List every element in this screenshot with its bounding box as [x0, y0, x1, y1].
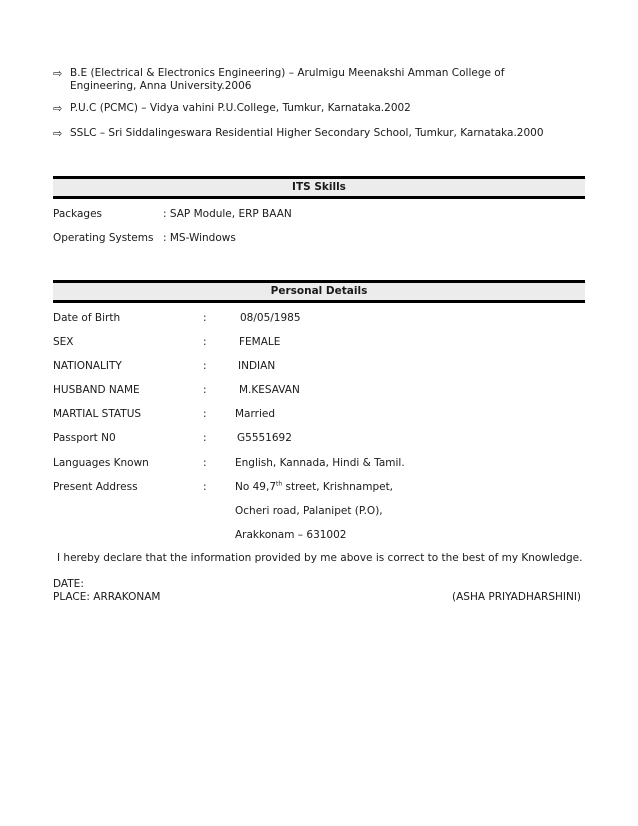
arrow-right-icon: ⇨ [53, 67, 63, 80]
address-line-2: Ocheri road, Palanipet (P.O), [235, 505, 383, 517]
address-line-3: Arakkonam – 631002 [235, 529, 347, 541]
personal-label: Languages Known [53, 457, 149, 469]
personal-value: M.KESAVAN [239, 384, 300, 396]
personal-label: SEX [53, 336, 74, 348]
colon: : [203, 481, 207, 493]
personal-label: Passport N0 [53, 432, 116, 444]
personal-value: English, Kannada, Hindi & Tamil. [235, 457, 405, 469]
skills-label: Operating Systems [53, 232, 154, 244]
colon: : [203, 312, 207, 324]
address-label: Present Address [53, 481, 138, 493]
colon: : [203, 408, 207, 420]
education-text: B.E (Electrical & Electronics Engineering) – Arulmigu Meenakshi Amman College of Engineering, Anna University.2006 [70, 67, 505, 92]
place-label: PLACE: ARRAKONAM [53, 591, 161, 603]
date-label: DATE: [53, 578, 84, 590]
personal-value: G5551692 [237, 432, 292, 444]
personal-label: NATIONALITY [53, 360, 122, 372]
personal-value: 08/05/1985 [240, 312, 301, 324]
section-title: ITS Skills [292, 181, 346, 193]
personal-value: Married [235, 408, 275, 420]
education-item [53, 127, 573, 140]
education-text: SSLC – Sri Siddalingeswara Residential Higher Secondary School, Tumkur, Karnataka.2000 [70, 127, 544, 139]
arrow-right-icon: ⇨ [53, 127, 63, 140]
colon: : [203, 360, 207, 372]
personal-value: FEMALE [239, 336, 281, 348]
education-text: P.U.C (PCMC) – Vidya vahini P.U.College, Tumkur, Karnataka.2002 [70, 102, 411, 114]
colon: : [203, 457, 207, 469]
signature-name: (ASHA PRIYADHARSHINI) [452, 591, 582, 603]
address-line-1: No 49,7th street, Krishnampet, [235, 480, 394, 493]
personal-label: HUSBAND NAME [53, 384, 140, 396]
skills-value: : SAP Module, ERP BAAN [163, 208, 292, 220]
personal-label: Date of Birth [53, 312, 121, 324]
skills-value: : MS-Windows [163, 232, 236, 244]
declaration: I hereby declare that the information provided by me above is correct to the best of my Knowledge. [57, 552, 583, 564]
personal-details-header [53, 280, 585, 303]
personal-label: MARTIAL STATUS [53, 408, 142, 420]
its-skills-header [53, 176, 585, 199]
education-item [53, 67, 573, 93]
colon: : [203, 336, 207, 348]
skills-label: Packages [53, 208, 102, 220]
personal-value: INDIAN [238, 360, 276, 372]
colon: : [203, 384, 207, 396]
arrow-right-icon: ⇨ [53, 102, 63, 115]
education-item [53, 102, 573, 115]
section-title: Personal Details [270, 285, 368, 297]
colon: : [203, 432, 207, 444]
